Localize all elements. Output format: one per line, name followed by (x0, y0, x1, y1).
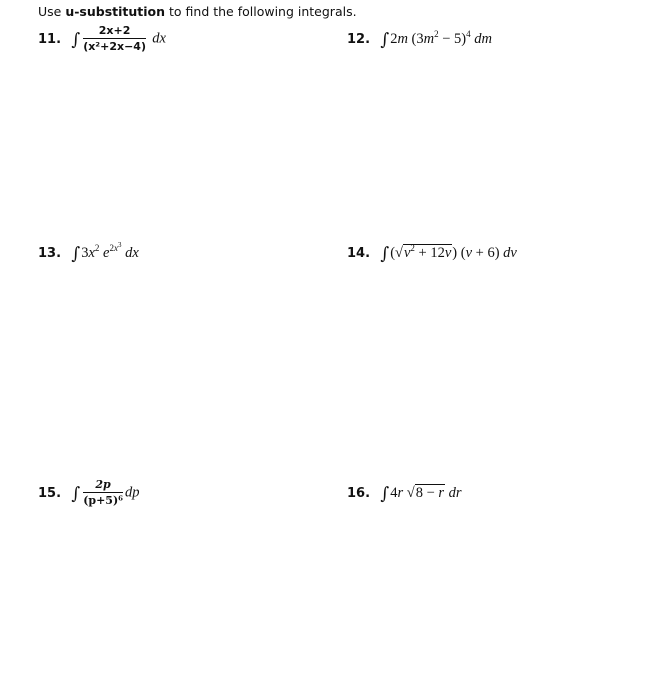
integral-sign-icon: ∫ (71, 29, 81, 50)
expression: ∫2m $(3m^2 - 5)^4$ dm (380, 29, 492, 50)
numerator: 2p (83, 478, 123, 493)
integral-sign-icon: ∫ (380, 30, 390, 50)
expression: $\int(√v^2 + 12v) (v + 6)$ dv (380, 243, 517, 264)
problem-number: 12. (347, 32, 371, 47)
fraction (83, 24, 146, 53)
integral-sign-icon: ∫ (71, 244, 81, 264)
instructions-pre: Use (38, 4, 66, 19)
expression: ∫4r √8 − r dr (380, 484, 462, 504)
numerator: 2x+2 (83, 24, 146, 39)
differential: dx (152, 30, 166, 47)
problem-12 (347, 30, 492, 50)
denominator: (x²+2x−4) (83, 40, 146, 53)
problem-13 (38, 241, 139, 264)
problem-15 (38, 478, 139, 507)
integral-sign-icon: ∫ (380, 244, 390, 264)
expression: $\int 3x^2$ $e^{2x^3}$ dx (71, 241, 139, 264)
problem-16 (347, 484, 462, 504)
fraction (83, 478, 123, 507)
instructions-bold: u-substitution (65, 4, 166, 19)
problem-number: 13. (38, 246, 62, 261)
problem-number: 11. (38, 31, 62, 47)
integral-sign-icon: ∫ (71, 483, 81, 504)
problem-number: 15. (38, 485, 62, 501)
problem-number: 14. (347, 246, 371, 261)
instructions-post: to find the following integrals. (165, 4, 357, 19)
instructions (38, 4, 357, 19)
differential: dp (124, 484, 140, 501)
problem-14 (347, 244, 517, 264)
problem-11 (38, 24, 166, 53)
problem-number: 16. (347, 486, 371, 501)
denominator: (p+5)⁶ (83, 494, 123, 507)
integral-sign-icon: ∫ (380, 484, 390, 504)
